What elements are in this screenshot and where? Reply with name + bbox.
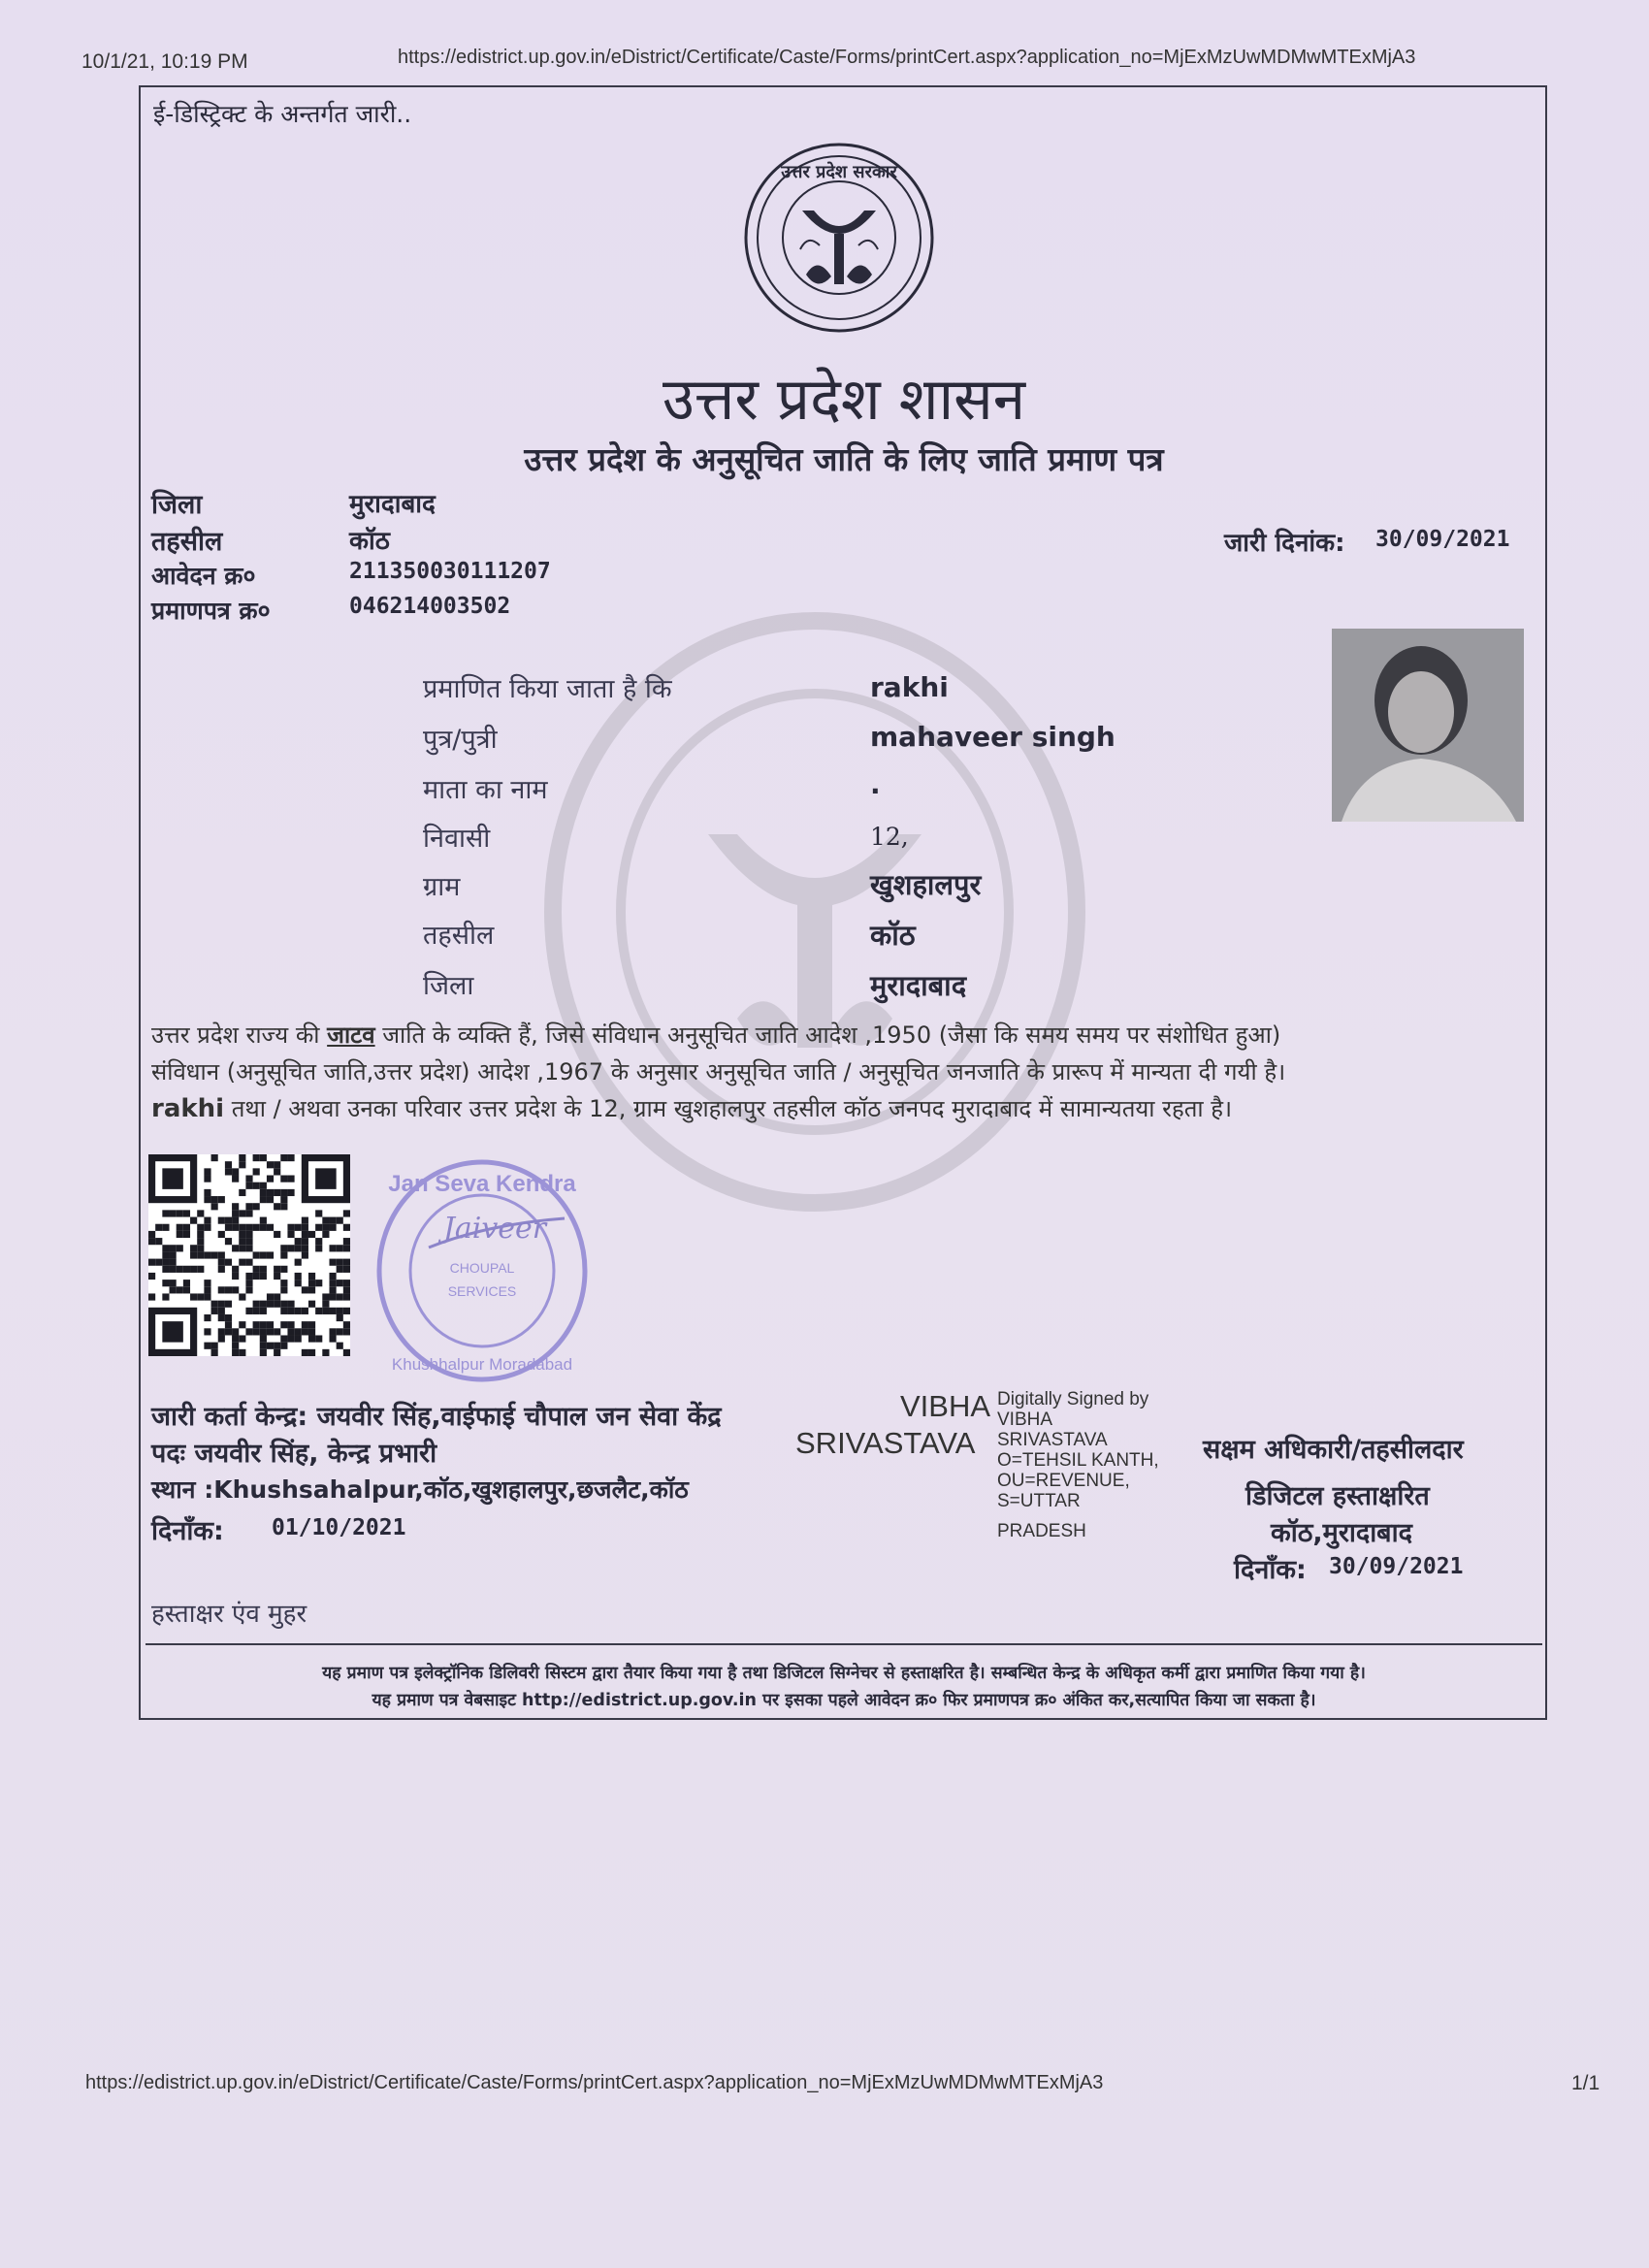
print-url-footer: https://edistrict.up.gov.in/eDistrict/Certificate/Caste/Forms/printCert.aspx?application_no=MjExMzUwMDMwMTExMjA3 — [85, 2072, 1104, 2093]
authority-title: सक्षम अधिकारी/तहसीलदार — [1203, 1435, 1464, 1465]
dsig-line: Digitally Signed by — [997, 1389, 1149, 1409]
detail-value-name: rakhi — [870, 671, 949, 703]
issued-under-text: ई-डिस्ट्रिक्ट के अन्तर्गत जारी.. — [153, 100, 412, 128]
jan-seva-kendra-stamp-icon — [371, 1154, 594, 1397]
qr-code-icon — [148, 1154, 350, 1356]
body-line-2: संविधान (अनुसूचित जाति,उत्तर प्रदेश) आदेश ,1967 के अनुसार अनुसूचित जाति / अनुसूचित जनजाति के प्रारूप में मान्यता दी गयी है। — [151, 1058, 1286, 1085]
meta-value-district: मुरादाबाद — [349, 490, 436, 519]
body-line-1-post: जाति के व्यक्ति हैं, जिसे संविधान अनुसूचित जाति आदेश ,1950 (जैसा कि समय समय पर संशोधित हुआ) — [382, 1021, 1281, 1049]
issuer-date-value: 01/10/2021 — [272, 1515, 406, 1540]
issuer-center: जारी कर्ता केन्द्र: जयवीर सिंह,वाईफाई चौपाल जन सेवा केंद्र — [151, 1402, 722, 1432]
dsig-line: SRIVASTAVA — [997, 1430, 1108, 1450]
issuer-post: पदः जयवीर सिंह, केन्द्र प्रभारी — [151, 1439, 437, 1469]
signature-and-seal-label: हस्ताक्षर एंव मुहर — [151, 1600, 307, 1629]
authority-signed: डिजिटल हस्ताक्षरित — [1245, 1481, 1430, 1511]
stamp-top-text: Jan Seva Kendra — [388, 1171, 576, 1197]
detail-value-tehsil: कॉठ — [870, 919, 916, 952]
stamp-signature: Jaiveer — [442, 1212, 547, 1246]
meta-label-district: जिला — [151, 490, 203, 520]
print-url-header: https://edistrict.up.gov.in/eDistrict/Certificate/Caste/Forms/printCert.aspx?application_no=MjExMzUwMDMwMTExMjA3 — [398, 47, 1416, 68]
issue-date-value: 30/09/2021 — [1375, 527, 1510, 552]
signer-name-line-1: VIBHA — [900, 1389, 991, 1423]
applicant-photo — [1332, 629, 1524, 822]
stamp-bottom-text: Khushhalpur Moradabad — [391, 1355, 573, 1374]
stamp-mid-text-2: SERVICES — [447, 1283, 517, 1299]
meta-label-certificate-no: प्रमाणपत्र क्र० — [151, 597, 271, 625]
up-government-emblem-icon — [742, 141, 936, 335]
detail-label-certified: प्रमाणित किया जाता है कि — [423, 674, 672, 704]
signer-name-line-2: SRIVASTAVA — [795, 1426, 976, 1460]
gov-title: उत्तर प्रदेश शासन — [662, 366, 1026, 434]
footer-note-2: यह प्रमाण पत्र वेबसाइट http://edistrict.up.gov.in पर इसका पहले आवेदन क्र० फिर प्रमाणपत्र क्र० अंकित कर,सत्यापित किया जा सकता है। — [372, 1691, 1316, 1710]
meta-label-tehsil: तहसील — [151, 527, 223, 557]
dsig-line: PRADESH — [997, 1521, 1086, 1541]
dsig-line: O=TEHSIL KANTH, — [997, 1450, 1159, 1471]
body-line-1 — [151, 1019, 1280, 1051]
footer-note-1: यह प्रमाण पत्र इलेक्ट्रॉनिक डिलिवरी सिस्टम द्वारा तैयार किया गया है तथा डिजिटल सिग्नेचर से हस्ताक्षरित है। सम्बन्धित केन्द्र के अधिकृत कर्मी द्वारा प्रमाणित किया गया है। — [322, 1664, 1366, 1683]
detail-value-parent: mahaveer singh — [870, 721, 1116, 753]
issuer-place: स्थान :Khushsahalpur,कॉठ,खुशहालपुर,छजलैट,कॉठ — [151, 1475, 689, 1504]
issue-date-label: जारी दिनांक: — [1224, 529, 1345, 558]
meta-value-certificate-no: 046214003502 — [349, 594, 511, 619]
body-line-3 — [151, 1092, 1232, 1124]
certificate-subtitle: उत्तर प्रदेश के अनुसूचित जाति के लिए जाति प्रमाण पत्र — [524, 440, 1164, 478]
detail-label-mother: माता का नाम — [423, 775, 548, 805]
detail-value-mother: . — [870, 768, 881, 800]
digital-signature-block — [997, 1389, 1159, 1541]
detail-label-village: ग्राम — [423, 872, 461, 902]
dsig-line: OU=REVENUE, — [997, 1471, 1130, 1491]
body-line-3-rest: तथा / अथवा उनका परिवार उत्तर प्रदेश के 12, ग्राम खुशहालपुर तहसील कॉठ जनपद मुरादाबाद में सामान्यतया रहता है। — [231, 1095, 1233, 1122]
body-line-1-pre: उत्तर प्रदेश राज्य की — [151, 1021, 320, 1049]
detail-label-tehsil: तहसील — [423, 921, 495, 951]
detail-value-village: खुशहालपुर — [870, 868, 982, 901]
meta-label-application-no: आवेदन क्र० — [151, 562, 256, 590]
dsig-line: S=UTTAR — [997, 1491, 1081, 1511]
meta-value-tehsil: कॉठ — [349, 527, 390, 556]
authority-date-value: 30/09/2021 — [1329, 1554, 1464, 1579]
detail-label-district: जिला — [423, 971, 474, 1001]
footer-divider — [146, 1643, 1542, 1645]
issuer-date-label: दिनाँक: — [151, 1516, 224, 1546]
stamp-mid-text-1: CHOUPAL — [449, 1260, 515, 1276]
detail-label-resident: निवासी — [423, 824, 491, 854]
caste-name: जाटव — [327, 1021, 375, 1049]
authority-date-label: दिनाँक: — [1234, 1555, 1307, 1585]
dsig-line: VIBHA — [997, 1409, 1053, 1430]
detail-label-parent: पुत्र/पुत्री — [423, 725, 498, 755]
body-line-3-name: rakhi — [151, 1094, 225, 1123]
detail-value-resident: 12, — [870, 823, 909, 851]
authority-place: कॉठ,मुरादाबाद — [1271, 1518, 1412, 1548]
detail-value-district: मुरादाबाद — [870, 969, 967, 1002]
meta-value-application-no: 211350030111207 — [349, 559, 551, 584]
emblem-text: उत्तर प्रदेश सरकार — [781, 162, 897, 182]
print-page-count: 1/1 — [1571, 2072, 1600, 2094]
print-timestamp: 10/1/21, 10:19 PM — [81, 50, 248, 73]
